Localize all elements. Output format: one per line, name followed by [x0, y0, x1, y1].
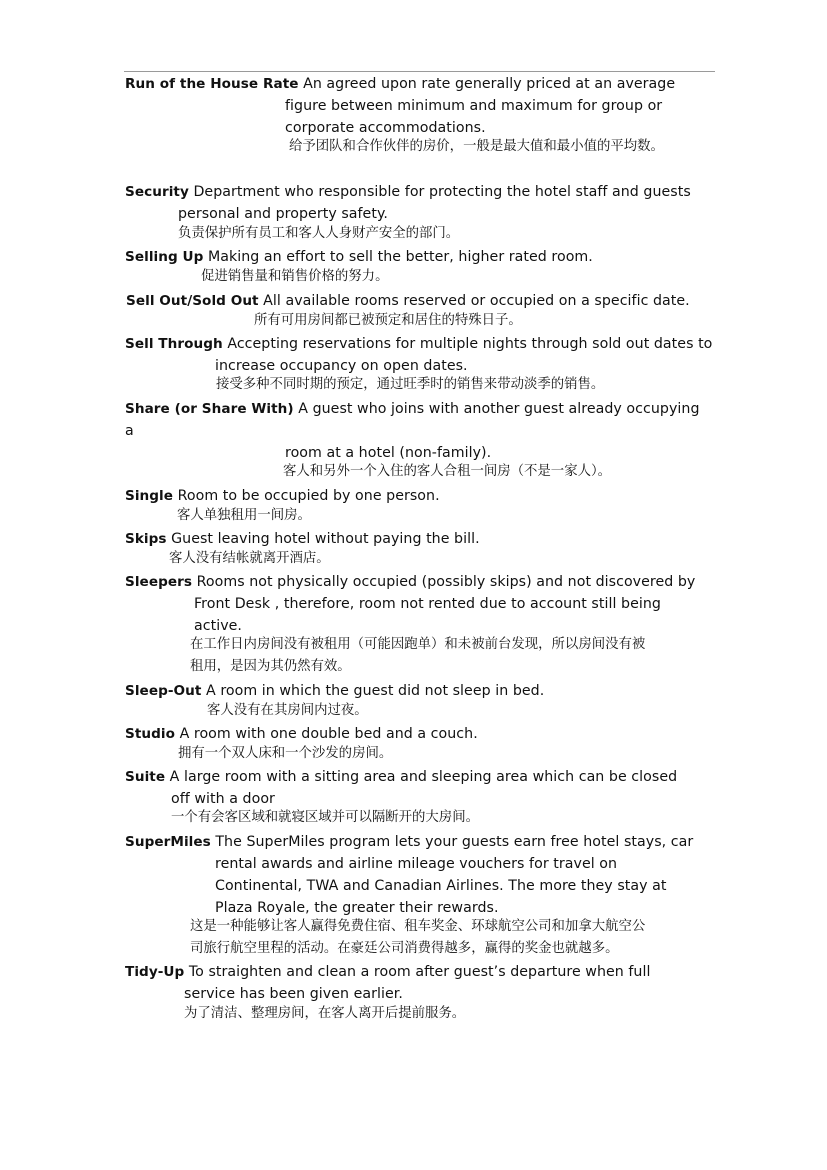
chinese-translation: 促进销售量和销售价格的努力。: [201, 269, 389, 284]
term-sell-through: Sell Through: [125, 336, 223, 352]
definition-text: corporate accommodations.: [285, 120, 486, 136]
definition-text: a: [125, 423, 134, 439]
definition-text: A guest who joins with another guest already occupying: [298, 401, 700, 417]
glossary-line: [125, 832, 693, 852]
definition-text: off with a door: [171, 791, 275, 807]
glossary-line: [125, 767, 677, 787]
definition-text: figure between minimum and maximum for group or: [285, 98, 663, 114]
glossary-line: [125, 486, 440, 506]
definition-text: Accepting reservations for multiple nights through sold out dates to: [227, 336, 713, 352]
chinese-translation: 给予团队和合作伙伴的房价，一般是最大值和最小值的平均数。: [289, 139, 664, 154]
chinese-translation: 拥有一个双人床和一个沙发的房间。: [178, 746, 393, 761]
definition-text: Plaza Royale, the greater their rewards.: [215, 900, 499, 916]
glossary-line: [125, 572, 695, 592]
chinese-translation: 一个有会客区域和就寝区域并可以隔断开的大房间。: [171, 810, 479, 825]
definition-text: increase occupancy on open dates.: [215, 358, 468, 374]
glossary-line: [126, 291, 690, 311]
definition-text: An agreed upon rate generally priced at an average: [303, 76, 676, 92]
definition-text: All available rooms reserved or occupied on a specific date.: [263, 293, 690, 309]
term-selling-up: Selling Up: [125, 249, 204, 265]
glossary-line: [125, 962, 650, 982]
chinese-translation: 客人单独租用一间房。: [177, 508, 311, 523]
definition-text: Guest leaving hotel without paying the bill.: [171, 531, 480, 547]
glossary-line: [125, 724, 478, 744]
glossary-line: [125, 334, 712, 354]
term-superMiles: SuperMiles: [125, 834, 211, 850]
chinese-translation: 为了清洁、整理房间，在客人离开后提前服务。: [184, 1006, 466, 1021]
chinese-translation: 租用，是因为其仍然有效。: [190, 659, 351, 674]
definition-text: The SuperMiles program lets your guests earn free hotel stays, car: [215, 834, 694, 850]
glossary-line: [125, 182, 691, 202]
term-single: Single: [125, 488, 174, 504]
definition-text: room at a hotel (non-family).: [285, 445, 492, 461]
chinese-translation: 客人没有在其房间内过夜。: [207, 703, 368, 718]
definition-text: Rooms not physically occupied (possibly skips) and not discovered by: [196, 574, 696, 590]
term-share: Share (or Share With): [125, 401, 294, 417]
definition-text: active.: [194, 618, 242, 634]
term-sleepers: Sleepers: [125, 574, 193, 590]
chinese-translation: 所有可用房间都已被预定和居住的特殊日子。: [254, 313, 522, 328]
definition-text: Continental, TWA and Canadian Airlines. The more they stay at: [215, 878, 667, 894]
term-sell-out-sold-out: Sell Out/Sold Out: [126, 293, 259, 309]
definition-text: A large room with a sitting area and sleeping area which can be closed: [169, 769, 678, 785]
chinese-translation: 这是一种能够让客人赢得免费住宿、租车奖金、环球航空公司和加拿大航空公: [190, 919, 646, 934]
term-run-of-house-rate: Run of the House Rate: [125, 76, 299, 92]
term-skips: Skips: [125, 531, 167, 547]
chinese-translation: 司旅行航空里程的活动。在豪廷公司消费得越多，赢得的奖金也就越多。: [190, 941, 619, 956]
chinese-translation: 客人和另外一个入住的客人合租一间房（不是一家人）。: [283, 464, 612, 479]
glossary-line: [125, 247, 593, 267]
definition-text: A room with one double bed and a couch.: [179, 726, 478, 742]
term-security: Security: [125, 184, 189, 200]
chinese-translation: 接受多种不同时期的预定，通过旺季时的销售来带动淡季的销售。: [216, 377, 605, 392]
definition-text: rental awards and airline mileage vouchers for travel on: [215, 856, 618, 872]
term-sleep-out: Sleep-Out: [125, 683, 202, 699]
definition-text: Front Desk , therefore, room not rented due to account still being: [194, 596, 661, 612]
term-suite: Suite: [125, 769, 166, 785]
definition-text: Department who responsible for protecting the hotel staff and guests: [193, 184, 691, 200]
header-rule: [124, 71, 715, 72]
chinese-translation: 负责保护所有员工和客人人身财产安全的部门。: [178, 226, 460, 241]
glossary-line: [125, 529, 480, 549]
term-studio: Studio: [125, 726, 175, 742]
glossary-line: [125, 399, 700, 419]
chinese-translation: 客人没有结帐就离开酒店。: [169, 551, 330, 566]
glossary-line: [125, 74, 675, 94]
term-tidy-up: Tidy-Up: [125, 964, 185, 980]
definition-text: To straighten and clean a room after guest’s departure when full: [188, 964, 651, 980]
definition-text: service has been given earlier.: [184, 986, 403, 1002]
chinese-translation: 在工作日内房间没有被租用（可能因跑单）和未被前台发现，所以房间没有被: [190, 637, 646, 652]
definition-text: personal and property safety.: [178, 206, 388, 222]
definition-text: Room to be occupied by one person.: [177, 488, 440, 504]
definition-text: A room in which the guest did not sleep in bed.: [206, 683, 545, 699]
definition-text: Making an effort to sell the better, higher rated room.: [207, 249, 593, 265]
glossary-line: [125, 681, 544, 701]
